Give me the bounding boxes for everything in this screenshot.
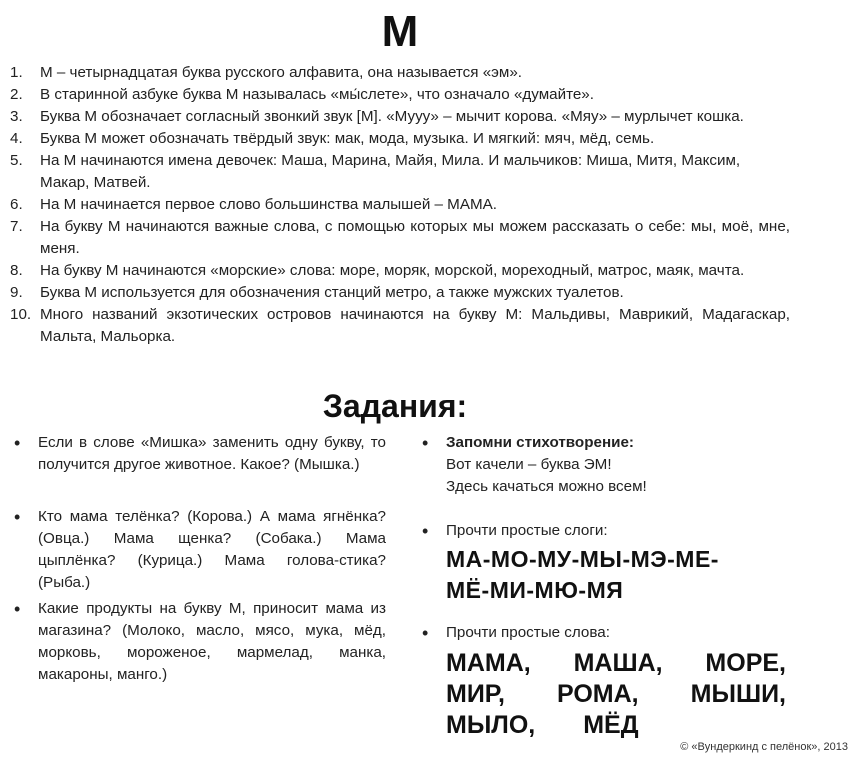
syllables-line: МА-МО-МУ-МЫ-МЭ-МЕ- xyxy=(446,546,719,572)
fact-text: В старинной азбуке буква М называлась «мы́слете», что означало «думайте». xyxy=(40,86,594,103)
fact-number: 2. xyxy=(10,86,23,103)
fact-number: 5. xyxy=(10,152,23,169)
facts-list xyxy=(10,62,790,348)
bullet-icon: • xyxy=(14,599,21,619)
bullet-icon: • xyxy=(422,521,429,541)
word: РОМА, xyxy=(557,680,639,708)
syllables-heading: Прочти простые слоги: xyxy=(446,522,608,539)
fact-item xyxy=(10,150,790,194)
fact-number: 4. xyxy=(10,130,23,147)
copyright-notice: © «Вундеркинд с пелёнок», 2013 xyxy=(680,741,848,753)
bullet-icon: • xyxy=(14,433,21,453)
bullet-icon: • xyxy=(422,623,429,643)
fact-number: 7. xyxy=(10,218,23,235)
task-text: Если в слове «Мишка» заменить одну букву, то получится другое животное. Какое? (Мышка.) xyxy=(38,434,386,473)
word: МЫШИ, xyxy=(690,680,786,708)
task-item xyxy=(10,432,386,476)
fact-item xyxy=(10,304,790,348)
fact-text: На М начинается первое слово большинства малышей – МАМА. xyxy=(40,196,497,213)
word: МОРЕ, xyxy=(705,649,786,677)
task-text: Какие продукты на букву М, приносит мама из магазина? (Молоко, масло, мясо, мука, мёд, морковь, мороженое, мармелад, манка, макароны, манго.) xyxy=(38,600,386,683)
fact-item xyxy=(10,282,790,304)
word: МИР, xyxy=(446,680,505,708)
task-item xyxy=(10,598,386,686)
fact-text: На букву М начинаются важные слова, с помощью которых мы можем рассказать о себе: мы, моё, мне, меня. xyxy=(40,218,790,257)
bullet-icon: • xyxy=(422,433,429,453)
syllables-line: МЁ-МИ-МЮ-МЯ xyxy=(446,577,624,603)
fact-text: Буква М может обозначать твёрдый звук: мак, мода, музыка. И мягкий: мяч, мёд, семь. xyxy=(40,130,655,147)
fact-text: Много названий экзотических островов начинаются на букву М: Мальдивы, Маврикий, Мадагаскар, Мальта, Мальорка. xyxy=(40,306,790,345)
fact-number: 1. xyxy=(10,64,23,81)
syllables-task xyxy=(418,520,798,606)
fact-number: 8. xyxy=(10,262,23,279)
words-task xyxy=(418,622,798,741)
task-item xyxy=(10,506,386,594)
words-heading: Прочти простые слова: xyxy=(446,624,610,641)
fact-number: 9. xyxy=(10,284,23,301)
fact-number: 10. xyxy=(10,306,32,323)
fact-number: 3. xyxy=(10,108,23,125)
fact-item xyxy=(10,260,790,282)
words-row xyxy=(446,648,786,679)
fact-item xyxy=(10,216,790,260)
fact-text: Буква М обозначает согласный звонкий звук [М]. «Мууу» – мычит корова. «Мяу» – мурлычет кошка. xyxy=(40,108,744,125)
fact-item xyxy=(10,106,790,128)
page-title: М xyxy=(381,7,419,56)
task-text: Кто мама телёнка? (Корова.) А мама ягнёнка? (Овца.) Мама щенка? (Собака.) Мама цыплёнка? (Курица.) Мама голова-стика? (Рыба.) xyxy=(38,508,386,591)
word: МАША, xyxy=(573,649,663,677)
fact-item xyxy=(10,84,790,106)
fact-item xyxy=(10,62,790,84)
fact-number: 6. xyxy=(10,196,23,213)
words-row xyxy=(446,679,786,710)
poem-heading: Запомни стихотворение: xyxy=(446,434,634,451)
poem-task xyxy=(418,432,798,498)
word: МЁД xyxy=(583,711,639,739)
fact-item xyxy=(10,128,790,150)
words-grid xyxy=(446,648,786,741)
fact-text: На букву М начинаются «морские» слова: море, моряк, морской, мореходный, матрос, маяк, мачта. xyxy=(40,262,745,279)
poem-line: Вот качели – буква ЭМ! xyxy=(446,456,612,473)
fact-text: М – четырнадцатая буква русского алфавита, она называется «эм». xyxy=(40,64,523,81)
word: МАМА, xyxy=(446,649,531,677)
fact-text: Буква М используется для обозначения станций метро, а также мужских туалетов. xyxy=(40,284,624,301)
words-row xyxy=(446,710,786,741)
fact-item xyxy=(10,194,790,216)
fact-text: На М начинаются имена девочек: Маша, Марина, Майя, Мила. И мальчиков: Миша, Митя, Максим, Макар, Матвей. xyxy=(40,152,741,191)
tasks-heading: Задания: xyxy=(322,388,468,424)
bullet-icon: • xyxy=(14,507,21,527)
word: МЫЛО, xyxy=(446,711,536,739)
poem-line: Здесь качаться можно всем! xyxy=(446,478,647,495)
